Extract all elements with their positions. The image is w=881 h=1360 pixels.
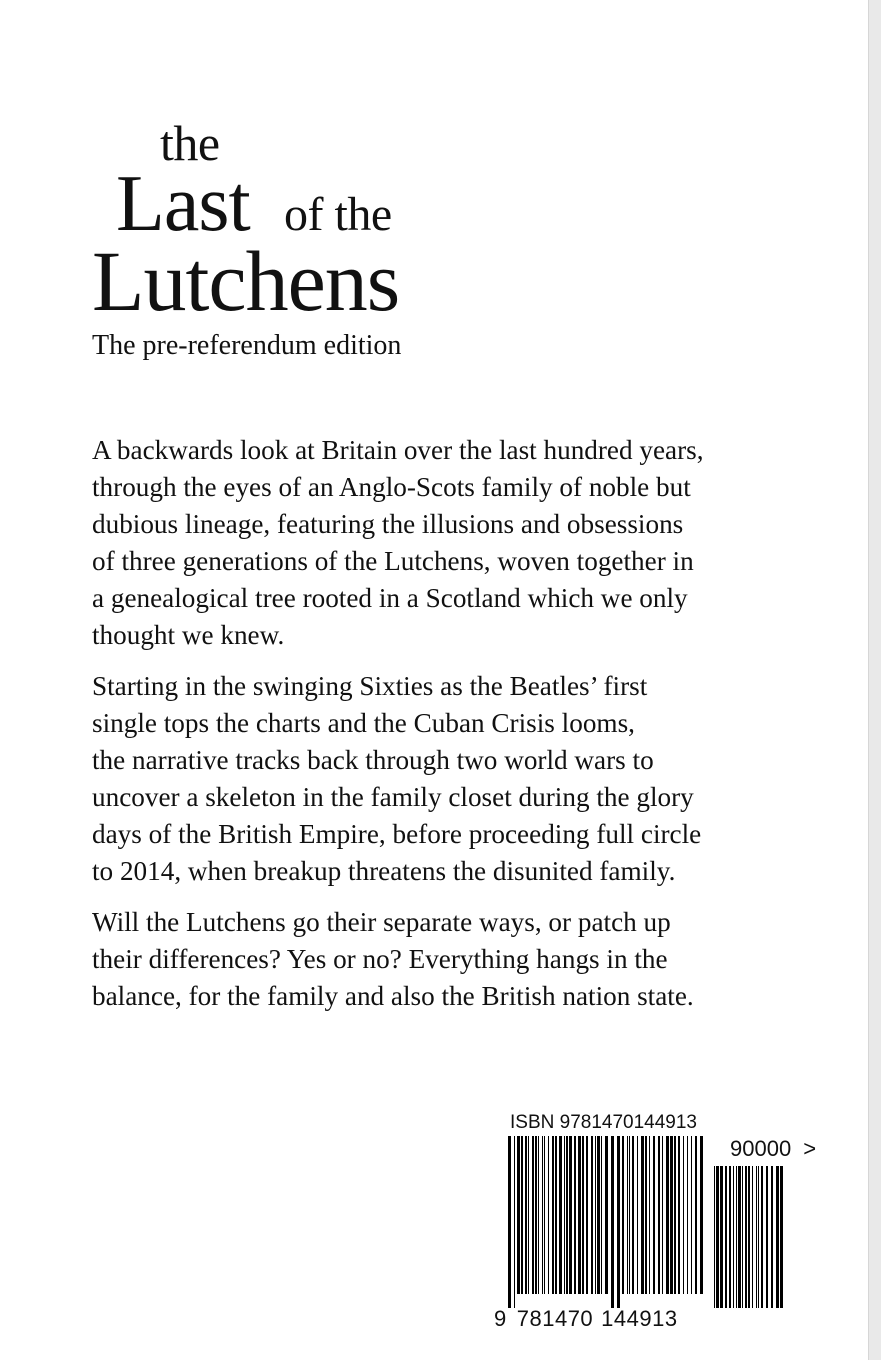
barcode-bar — [766, 1166, 768, 1308]
barcode-bar — [742, 1166, 743, 1308]
barcode-bar — [532, 1136, 534, 1294]
ean-barcode-bars — [508, 1136, 704, 1308]
barcode-bar — [687, 1136, 688, 1294]
blurb-line: days of the British Empire, before proceeding full circle — [92, 819, 702, 849]
barcode-bar — [758, 1166, 759, 1308]
barcode-bar — [729, 1166, 731, 1308]
barcode-bar — [736, 1166, 737, 1308]
barcode-bar — [641, 1136, 644, 1294]
blurb-line: single tops the charts and the Cuban Crisis looms, — [92, 708, 635, 738]
barcode-bar — [586, 1136, 588, 1294]
barcode-bar — [508, 1136, 511, 1308]
title-word-the: the — [160, 115, 220, 171]
barcode-bar — [695, 1136, 697, 1294]
barcode-bar — [691, 1136, 692, 1294]
barcode-bar — [535, 1136, 537, 1294]
barcode-bar — [566, 1136, 568, 1294]
barcode-bar — [528, 1136, 529, 1294]
blurb-line: their differences? Yes or no? Everything hangs in the — [92, 944, 668, 974]
barcode-bar — [517, 1136, 520, 1294]
blurb-line: thought we knew. — [92, 620, 285, 650]
subtitle: The pre-referendum edition — [92, 330, 402, 361]
barcode-bar — [597, 1136, 600, 1294]
barcode-bar — [700, 1136, 703, 1294]
barcode-bar — [542, 1136, 543, 1294]
barcode-bar — [521, 1136, 523, 1294]
barcode-bar — [716, 1166, 719, 1308]
blurb-line: dubious lineage, featuring the illusions and obsessions — [92, 509, 684, 539]
barcode-bar — [578, 1136, 581, 1294]
barcode-bar — [745, 1166, 747, 1308]
blurb-line: the narrative tracks back through two world wars to — [92, 745, 654, 775]
isbn-label: ISBN 9781470144913 — [510, 1112, 697, 1133]
isbn-digits-right: 144913 — [601, 1306, 678, 1331]
barcode-bar — [666, 1136, 669, 1294]
blurb-line: balance, for the family and also the British nation state. — [92, 981, 694, 1011]
title-word-last: Last — [116, 160, 250, 248]
barcode-bar — [725, 1166, 727, 1308]
barcode-bar — [662, 1136, 663, 1294]
barcode-bar — [714, 1166, 715, 1308]
barcode-bar — [776, 1166, 779, 1308]
barcode-bar — [645, 1136, 647, 1294]
barcode-bar — [525, 1136, 527, 1294]
barcode-bar — [733, 1166, 734, 1308]
barcode-bar — [555, 1136, 557, 1294]
barcode-bar — [569, 1136, 572, 1294]
barcode-bar — [637, 1136, 638, 1294]
title-words-of-the: of the — [284, 188, 392, 241]
barcode-bar — [780, 1166, 783, 1308]
title-word-lutchens: Lutchens — [92, 233, 400, 329]
isbn-digits — [494, 1306, 678, 1332]
barcode-bar — [574, 1136, 576, 1294]
addon-barcode-bars — [714, 1166, 786, 1308]
barcode-bar — [611, 1136, 614, 1308]
barcode-bar — [538, 1136, 539, 1294]
barcode-bar — [559, 1136, 562, 1294]
barcode-bar — [622, 1136, 624, 1294]
barcode-bar — [649, 1136, 650, 1294]
barcode-bar — [595, 1136, 596, 1294]
barcode-bar — [591, 1136, 593, 1294]
blurb-line: Starting in the swinging Sixties as the Beatles’ first — [92, 671, 648, 701]
barcode-bar — [617, 1136, 620, 1308]
blurb-text — [92, 432, 792, 1029]
barcode-bar — [683, 1136, 684, 1294]
blurb-line: Will the Lutchens go their separate ways, or patch up — [92, 907, 671, 937]
barcode-bar — [627, 1136, 628, 1294]
barcode-bar — [629, 1136, 630, 1294]
barcode-bar — [582, 1136, 584, 1294]
barcode-bar — [752, 1166, 753, 1308]
blurb-paragraph — [92, 904, 792, 1015]
barcode-bar — [771, 1166, 773, 1308]
blurb-paragraph — [92, 432, 792, 654]
barcode-bar — [761, 1166, 763, 1308]
barcode-bar — [653, 1136, 655, 1294]
price-code-value: 90000 — [730, 1136, 792, 1161]
barcode-bar — [514, 1136, 515, 1308]
price-code — [730, 1136, 816, 1162]
barcode-bar — [658, 1136, 660, 1294]
blurb-paragraph — [92, 668, 792, 890]
barcode-bar — [748, 1166, 750, 1308]
barcode-bar — [738, 1166, 741, 1308]
blurb-line: of three generations of the Lutchens, woven together in — [92, 546, 694, 576]
page-edge — [868, 0, 881, 1360]
barcode-bar — [632, 1136, 634, 1294]
barcode-bar — [678, 1136, 680, 1294]
barcode-bar — [544, 1136, 545, 1294]
barcode-bar — [720, 1166, 723, 1308]
isbn-digits-left: 781470 — [516, 1306, 594, 1331]
blurb-line: to 2014, when breakup threatens the disunited family. — [92, 856, 676, 886]
barcode-bar — [548, 1136, 549, 1294]
isbn-barcode — [478, 1112, 838, 1332]
barcode-bar — [601, 1136, 602, 1294]
barcode-bar — [605, 1136, 608, 1294]
blurb-line: through the eyes of an Anglo-Scots family of noble but — [92, 472, 691, 502]
isbn-digit-lead: 9 — [494, 1306, 507, 1331]
barcode-bar — [670, 1136, 673, 1294]
blurb-line: A backwards look at Britain over the last hundred years, — [92, 435, 704, 465]
blurb-line: a genealogical tree rooted in a Scotland which we only — [92, 583, 688, 613]
barcode-bar — [564, 1136, 565, 1294]
barcode-bar — [756, 1166, 757, 1308]
barcode-bar — [552, 1136, 554, 1294]
barcode-bar — [674, 1136, 676, 1294]
price-arrow: > — [803, 1136, 817, 1161]
blurb-line: uncover a skeleton in the family closet during the glory — [92, 782, 694, 812]
